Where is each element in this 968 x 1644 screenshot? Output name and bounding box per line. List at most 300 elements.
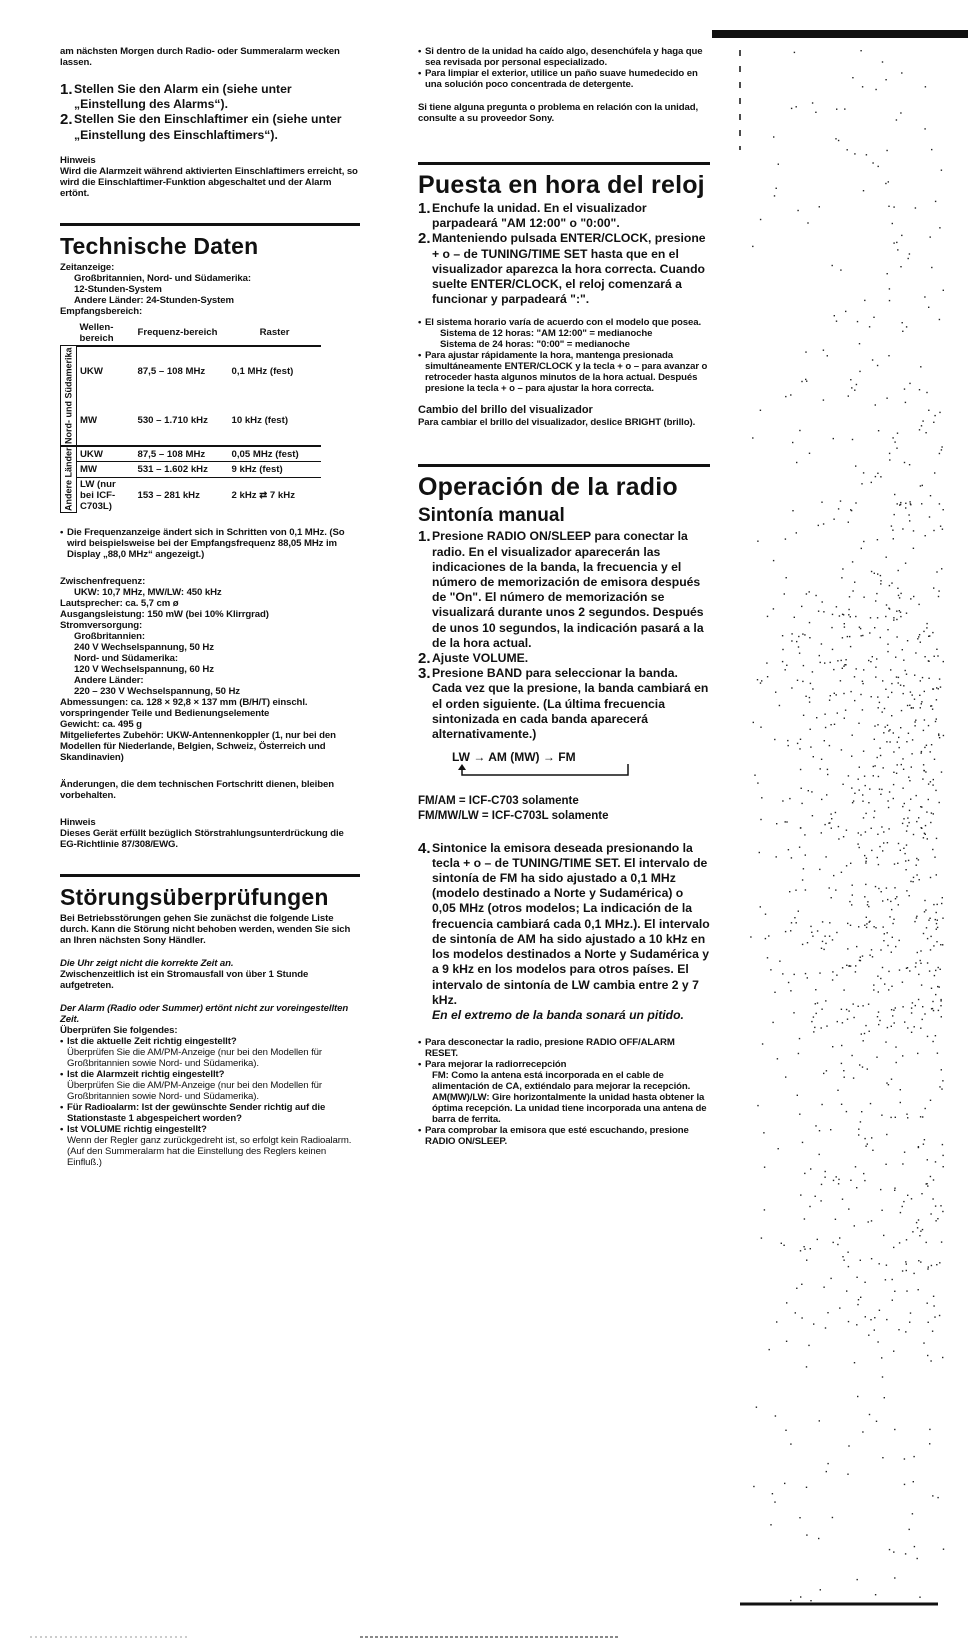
noise-dot: [761, 797, 762, 798]
noise-dot: [753, 1486, 754, 1487]
noise-dot: [810, 683, 811, 684]
noise-dot: [792, 442, 793, 443]
noise-dot: [902, 331, 903, 332]
noise-dot: [797, 680, 798, 681]
spec-line: [60, 598, 360, 609]
noise-dot: [862, 86, 863, 87]
noise-dot: [854, 153, 855, 154]
noise-dot: [891, 952, 892, 953]
noise-dot: [924, 833, 925, 834]
noise-dot: [830, 1278, 831, 1279]
noise-dot: [896, 448, 897, 449]
noise-dot: [938, 1010, 939, 1011]
noise-dot: [894, 1188, 895, 1189]
noise-dot: [890, 901, 891, 902]
spec-value: 240 V Wechselspannung, 50 Hz: [74, 642, 214, 654]
noise-dot: [887, 273, 888, 274]
noise-dot: [829, 745, 830, 746]
noise-dot: [818, 1538, 819, 1539]
noise-dot: [906, 1290, 907, 1291]
noise-dot: [838, 1179, 839, 1180]
noise-dot: [811, 932, 812, 933]
noise-dot: [903, 685, 904, 686]
noise-dot: [917, 1227, 918, 1228]
noise-dot: [791, 687, 792, 688]
noise-dot: [810, 1248, 811, 1249]
noise-dot: [868, 1335, 869, 1336]
noise-dot: [757, 679, 758, 680]
noise-dot: [776, 188, 777, 189]
noise-dot: [914, 675, 915, 676]
noise-dot: [851, 756, 852, 757]
noise-dot: [841, 872, 842, 873]
zeitanzeige-line: Andere Länder: 24-Stunden-System: [74, 294, 234, 306]
noise-dot: [858, 779, 859, 780]
noise-dot: [869, 955, 870, 956]
noise-dot: [876, 658, 877, 659]
noise-dot: [866, 917, 867, 918]
noise-dot: [842, 1256, 843, 1257]
noise-dot: [838, 140, 839, 141]
noise-dot: [933, 1010, 934, 1011]
noise-dot: [923, 764, 924, 765]
check-answer: Wenn der Regler ganz zurückgedreht ist, so erfolgt kein Radioalarm. (Auf den Summeralarm hat die Einstellung des Reglers keinen Einfluß.): [67, 1135, 352, 1169]
noise-dot: [846, 865, 847, 866]
noise-dot: [936, 718, 937, 719]
noise-dot: [942, 944, 943, 945]
noise-dot: [837, 1244, 838, 1245]
noise-dot: [852, 561, 853, 562]
noise-dot: [869, 1031, 870, 1032]
noise-dot: [862, 635, 863, 636]
noise-dot: [915, 652, 916, 653]
noise-dot: [878, 991, 879, 992]
noise-dot: [925, 909, 926, 910]
noise-dot: [827, 355, 828, 356]
noise-dot: [943, 509, 944, 510]
noise-dot: [827, 774, 828, 775]
noise-dot: [887, 899, 888, 900]
noise-dot: [918, 999, 919, 1000]
noise-dot: [877, 573, 878, 574]
noise-dot: [901, 710, 902, 711]
noise-dot: [886, 1134, 887, 1135]
noise-dot: [852, 885, 853, 886]
noise-dot: [920, 950, 921, 951]
noise-dot: [889, 916, 890, 917]
noise-dot: [821, 502, 822, 503]
noise-dot: [892, 223, 893, 224]
noise-dot: [888, 206, 889, 207]
noise-dot: [824, 740, 825, 741]
noise-dot: [844, 718, 845, 719]
noise-dot: [779, 705, 780, 706]
noise-dot: [788, 982, 789, 983]
noise-dot: [869, 632, 870, 633]
noise-dot: [899, 610, 900, 611]
noise-dot: [893, 617, 894, 618]
noise-dot: [835, 1219, 836, 1220]
noise-dot: [906, 844, 907, 845]
noise-dot: [827, 769, 828, 770]
noise-dot: [798, 636, 799, 637]
table-row: [61, 446, 321, 462]
noise-dot: [873, 775, 874, 776]
check-item: • Ist die Alarmzeit richtig eingestellt? Überprüfen Sie die AM/PM-Anzeige (nur bei den Modellen für Großbritannien sowie Nord- und Südamerika).: [60, 1069, 322, 1103]
noise-dot: [919, 389, 920, 390]
noise-dot: [890, 669, 891, 670]
spec-line: [60, 697, 360, 719]
noise-dot: [923, 1144, 924, 1145]
spec-value: Andere Länder:: [74, 675, 144, 687]
noise-dot: [825, 943, 826, 944]
spanish-column: [418, 46, 710, 1147]
noise-dot: [870, 617, 871, 618]
noise-dot: [909, 810, 910, 811]
noise-dot: [872, 359, 873, 360]
noise-dot: [832, 979, 833, 980]
noise-dot: [932, 1198, 933, 1199]
freq-note: • Die Frequenzanzeige ändert sich in Schritten von 0,1 MHz. (So wird beispielsweise bei der Empfangsfrequenz 88,05 MHz im Display „88,0 MHz“ angezeigt.): [60, 527, 345, 561]
noise-dot: [826, 1070, 827, 1071]
noise-dot: [943, 735, 944, 736]
footer-marks: [0, 1630, 968, 1644]
empfang-label: Empfangsbereich:: [60, 305, 143, 317]
noise-dot: [939, 802, 940, 803]
noise-dot: [891, 683, 892, 684]
noise-dot: [824, 936, 825, 937]
noise-dot: [937, 1497, 938, 1498]
spec-line: [60, 587, 360, 598]
spec-line: [60, 576, 360, 587]
noise-dot: [820, 662, 821, 663]
noise-dot: [854, 390, 855, 391]
noise-dot: [941, 446, 942, 447]
noise-dot: [926, 927, 927, 928]
noise-dot: [858, 1006, 859, 1007]
noise-dot: [800, 1596, 801, 1597]
arrow-right-icon: →: [473, 750, 489, 765]
noise-dot: [902, 806, 903, 807]
noise-dot: [865, 785, 866, 786]
noise-dot: [805, 379, 806, 380]
noise-dot: [924, 900, 925, 901]
noise-dot: [919, 429, 920, 430]
noise-dot: [934, 472, 935, 473]
noise-dot: [821, 1104, 822, 1105]
noise-dot: [859, 960, 860, 961]
noise-dot: [853, 1077, 854, 1078]
noise-dot: [920, 963, 921, 964]
noise-dot: [905, 503, 906, 504]
noise-dot: [817, 930, 818, 931]
noise-dot: [892, 1300, 893, 1301]
noise-dot: [937, 1218, 938, 1219]
noise-dot: [919, 634, 920, 635]
noise-dot: [900, 1102, 901, 1103]
noise-dot: [829, 887, 830, 888]
fm-note: FM: Como la antena está incorporada en el cable de alimentación de CA, extiéndalo para mejorar la recepción.: [432, 1070, 691, 1093]
noise-dot: [929, 516, 930, 517]
noise-dot: [895, 898, 896, 899]
noise-dot: [898, 737, 899, 738]
noise-dot: [891, 1009, 892, 1010]
noise-dot: [923, 770, 924, 771]
noise-dot: [902, 1055, 903, 1056]
noise-dot: [920, 707, 921, 708]
noise-dot: [936, 912, 937, 913]
noise-dot: [877, 757, 878, 758]
noise-dot: [793, 1012, 794, 1013]
noise-dot: [899, 969, 900, 970]
noise-dot: [830, 813, 831, 814]
noise-dot: [850, 509, 851, 510]
noise-dot: [908, 860, 909, 861]
noise-dot: [880, 978, 881, 979]
noise-dot: [786, 1341, 787, 1342]
noise-dot: [928, 920, 929, 921]
noise-dot: [764, 1167, 765, 1168]
noise-dot: [830, 1129, 831, 1130]
noise-dot: [906, 1263, 907, 1264]
noise-dot: [907, 967, 908, 968]
noise-dot: [801, 1284, 802, 1285]
noise-dot: [938, 590, 939, 591]
noise-dot: [906, 741, 907, 742]
noise-dot: [914, 699, 915, 700]
noise-dot: [942, 1155, 943, 1156]
bullet-item: • Para desconectar la radio, presione RADIO OFF/ALARM RESET.: [418, 1037, 675, 1060]
noise-dot: [939, 227, 940, 228]
noise-dot: [942, 1080, 943, 1081]
noise-dot: [893, 242, 894, 243]
noise-dot: [801, 1317, 802, 1318]
noise-dot: [824, 662, 825, 663]
noise-dot: [824, 1177, 825, 1178]
noise-dot: [894, 1022, 895, 1023]
spec-label: Gewicht:: [60, 719, 100, 731]
noise-dot: [842, 568, 843, 569]
noise-dot: [859, 847, 860, 848]
noise-dot: [893, 798, 894, 799]
noise-dot: [933, 1179, 934, 1180]
noise-dot: [859, 789, 860, 790]
noise-dot: [936, 838, 937, 839]
noise-dot: [827, 1312, 828, 1313]
noise-dot: [909, 520, 910, 521]
noise-dot: [843, 666, 844, 667]
noise-dot: [819, 1420, 820, 1421]
noise-dot: [912, 694, 913, 695]
noise-dot: [855, 465, 856, 466]
noise-dot: [856, 1277, 857, 1278]
noise-dot: [880, 476, 881, 477]
noise-dot: [802, 879, 803, 880]
noise-dot: [902, 1006, 903, 1007]
noise-dot: [927, 962, 928, 963]
noise-dot: [943, 1166, 944, 1167]
noise-dot: [868, 906, 869, 907]
noise-dot: [803, 1246, 804, 1247]
noise-dot: [929, 970, 930, 971]
noise-dot: [831, 818, 832, 819]
noise-dot: [913, 834, 914, 835]
noise-dot: [905, 670, 906, 671]
noise-dot: [799, 1517, 800, 1518]
noise-dot: [842, 668, 843, 669]
noise-dot: [941, 903, 942, 904]
noise-dot: [805, 696, 806, 697]
noise-dot: [921, 984, 922, 985]
noise-dot: [875, 404, 876, 405]
noise-dot: [785, 821, 786, 822]
noise-dot: [820, 768, 821, 769]
noise-dot: [868, 1221, 869, 1222]
noise-dot: [832, 649, 833, 650]
noise-dot: [817, 1239, 818, 1240]
noise-dot: [848, 1445, 849, 1446]
noise-dot: [898, 904, 899, 905]
band-fm: FM: [558, 750, 576, 765]
noise-dot: [815, 989, 816, 990]
noise-dot: [930, 781, 931, 782]
table-cell: UKW: [80, 448, 103, 460]
noise-dot: [784, 1483, 785, 1484]
noise-dot: [875, 600, 876, 601]
noise-dot: [815, 595, 816, 596]
spec-value: 150 mW (bei 10% Klirrgrad): [144, 609, 269, 621]
noise-dot: [885, 1041, 886, 1042]
noise-dot: [869, 1414, 870, 1415]
noise-dot: [862, 1005, 863, 1006]
noise-dot: [819, 972, 820, 973]
noise-dot: [930, 936, 931, 937]
noise-dot: [863, 1040, 864, 1041]
noise-dot: [862, 955, 863, 956]
noise-dot: [921, 827, 922, 828]
noise-dot: [909, 1322, 910, 1323]
brightness-text: Para cambiar el brillo del visualizador, deslice BRIGHT (brillo).: [418, 417, 696, 429]
noise-dot: [936, 923, 937, 924]
noise-dot: [769, 1349, 770, 1350]
noise-dot: [816, 1013, 817, 1014]
noise-dot: [871, 1137, 872, 1138]
noise-dot: [902, 758, 903, 759]
noise-dot: [932, 784, 933, 785]
noise-dot: [835, 889, 836, 890]
noise-dot: [898, 843, 899, 844]
noise-dot: [924, 911, 925, 912]
noise-dot: [857, 1304, 858, 1305]
table-row: [61, 462, 321, 477]
noise-dot: [922, 1019, 923, 1020]
troubleshooting-heading: Störungsüberprüfungen: [60, 884, 329, 911]
noise-dot: [789, 891, 790, 892]
noise-dot: [836, 1176, 837, 1177]
noise-dot: [902, 982, 903, 983]
noise-dot: [904, 1152, 905, 1153]
noise-dot: [858, 926, 859, 927]
noise-dot: [912, 739, 913, 740]
noise-dot: [883, 831, 884, 832]
radio-step-3: 3. Presione BAND para seleccionar la banda. Cada vez que la presione, la banda cambiará en el orden siguiente. (La última frecuencia sintonizada en cada banda aparecerá alternativamente.): [418, 665, 709, 742]
noise-dot: [812, 936, 813, 937]
noise-dot: [812, 688, 813, 689]
noise-dot: [855, 502, 856, 503]
system-line: Sistema de 24 horas: "0:00" = medianoche: [440, 339, 630, 351]
noise-dot: [785, 538, 786, 539]
noise-dot: [796, 532, 797, 533]
noise-dot: [860, 1121, 861, 1122]
step-2: 2. Stellen Sie den Einschlaftimer ein (siehe unter „Einstellung des Einschlaftimers“).: [60, 111, 342, 142]
table-cell: 531 – 1.602 kHz: [137, 464, 208, 476]
noise-dot: [934, 656, 935, 657]
noise-dot: [864, 1282, 865, 1283]
noise-dot: [901, 235, 902, 236]
spec-label: Stromversorgung:: [60, 620, 143, 632]
noise-dot: [927, 1355, 928, 1356]
noise-dot: [933, 1305, 934, 1306]
noise-dot: [818, 611, 819, 612]
noise-dot: [760, 410, 761, 411]
noise-dot: [891, 1026, 892, 1027]
noise-dot: [934, 1316, 935, 1317]
noise-dot: [894, 1429, 895, 1430]
noise-dot: [911, 1198, 912, 1199]
noise-dot: [943, 1549, 944, 1550]
scan-noise-strip: [738, 30, 948, 1626]
noise-dot: [820, 1589, 821, 1590]
noise-dot: [893, 1551, 894, 1552]
noise-dot: [874, 1317, 875, 1318]
bullet-item: • Para mejorar la radiorrecepción: [418, 1059, 567, 1071]
noise-dot: [934, 975, 935, 976]
noise-dot: [904, 462, 905, 463]
noise-dot: [933, 587, 934, 588]
noise-dot: [879, 1310, 880, 1311]
noise-dot: [940, 944, 941, 945]
noise-dot: [936, 649, 937, 650]
noise-dot: [864, 300, 865, 301]
noise-dot: [934, 415, 935, 416]
noise-dot: [865, 1025, 866, 1026]
table-cell: LW (nur bei ICF-C703L): [80, 478, 116, 512]
noise-dot: [918, 859, 919, 860]
check-item: • Ist VOLUME richtig eingestellt? Wenn der Regler ganz zurückgedreht ist, so erfolgt kein Radioalarm. (Auf den Summeralarm hat die Einstellung des Reglers keinen Einfluß.): [60, 1124, 352, 1169]
noise-dot: [919, 695, 920, 696]
noise-dot: [841, 577, 842, 578]
noise-dot: [938, 596, 939, 597]
noise-dot: [887, 644, 888, 645]
noise-dot: [887, 800, 888, 801]
noise-dot: [909, 895, 910, 896]
noise-dot: [859, 767, 860, 768]
noise-dot: [800, 739, 801, 740]
noise-dot: [925, 432, 926, 433]
noise-dot: [906, 326, 907, 327]
noise-dot: [888, 828, 889, 829]
noise-dot: [930, 822, 931, 823]
noise-dot: [836, 975, 837, 976]
noise-dot: [867, 901, 868, 902]
noise-dot: [926, 392, 927, 393]
noise-dot: [777, 1058, 778, 1059]
noise-dot: [935, 1205, 936, 1206]
noise-dot: [759, 852, 760, 853]
noise-dot: [842, 967, 843, 968]
noise-dot: [915, 1005, 916, 1006]
noise-dot: [935, 970, 936, 971]
